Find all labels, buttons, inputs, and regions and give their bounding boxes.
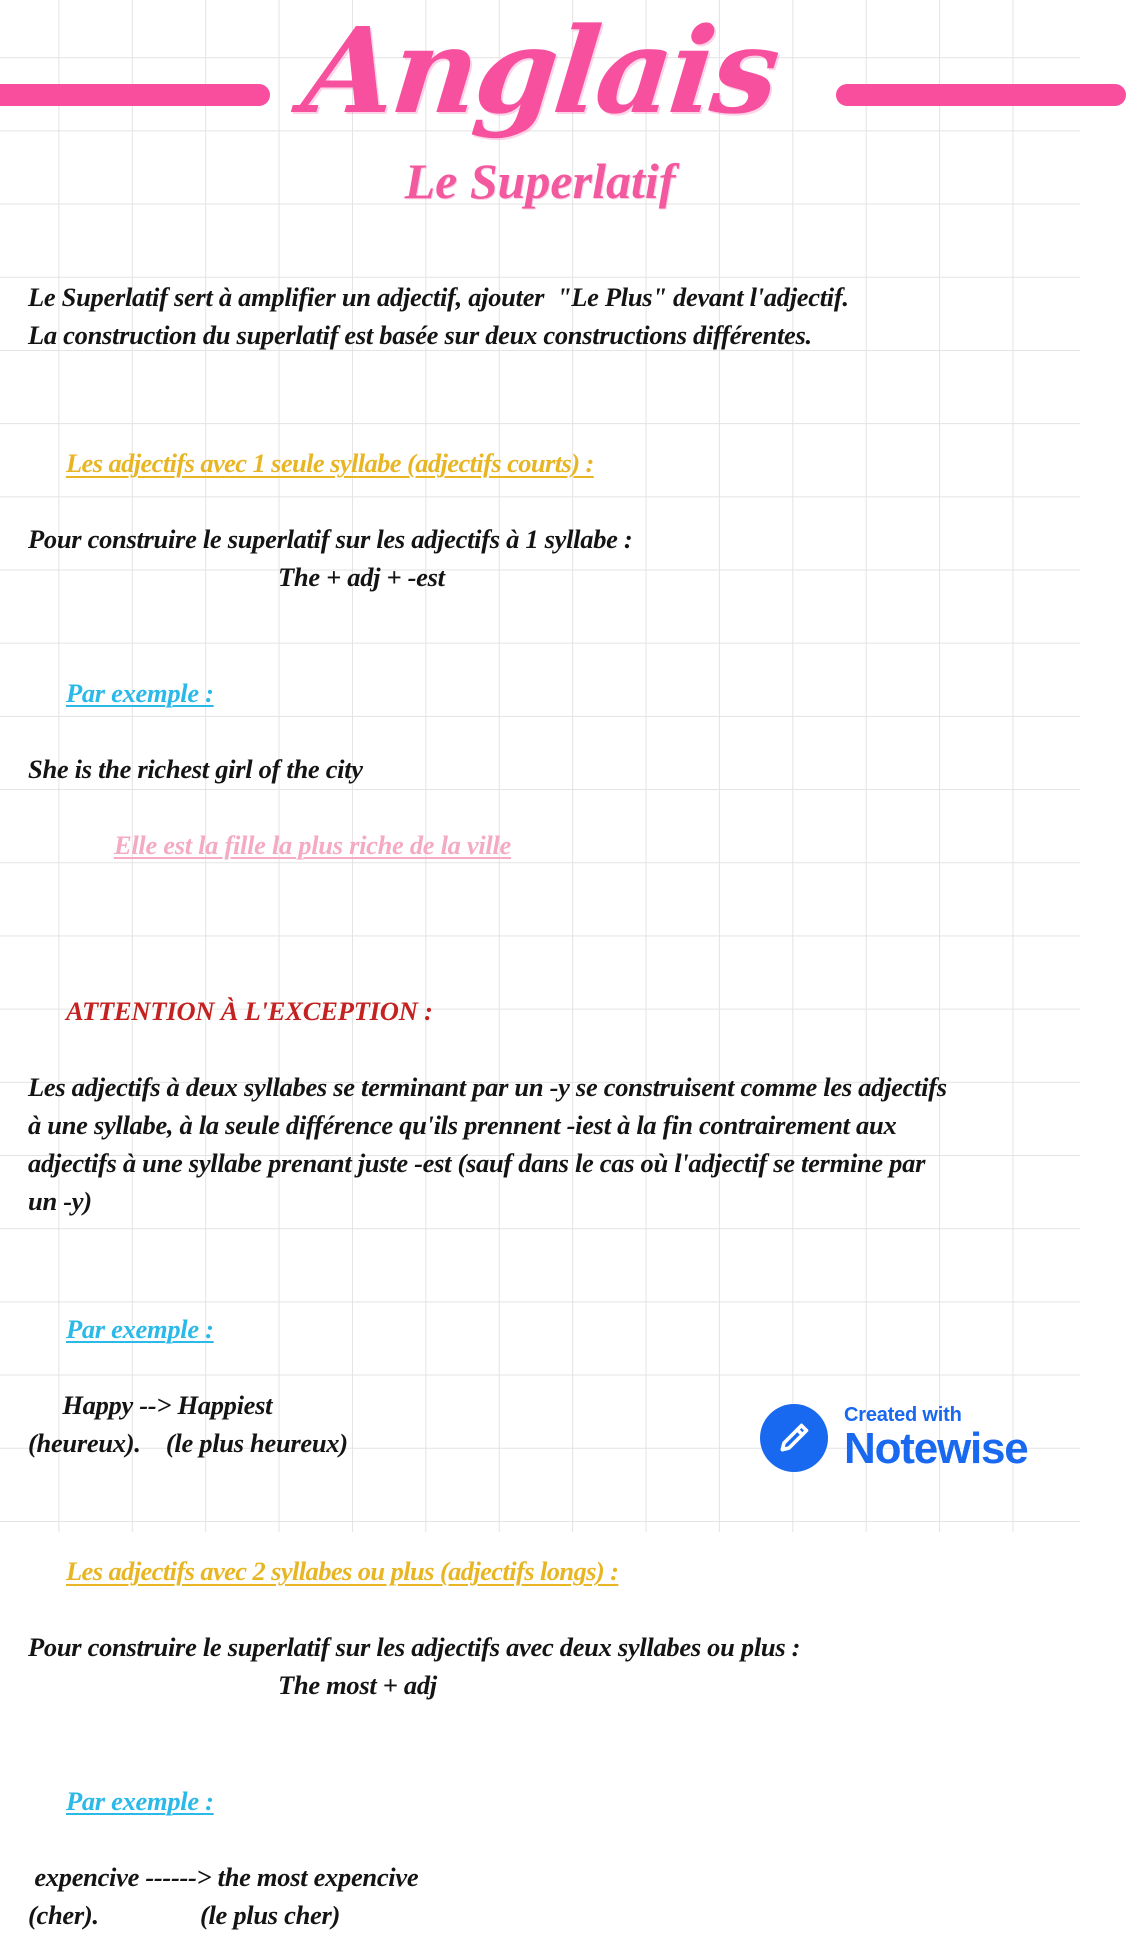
- example-label-2: Par exemple :: [65, 1314, 214, 1344]
- spacer: [28, 1220, 1052, 1272]
- example-label-2-wrap: [28, 1272, 1052, 1386]
- exception-body-line-1: Les adjectifs à deux syllabes se terminant par un -y se construisent comme les adjectifs: [28, 1072, 947, 1102]
- notewise-created-with: Created with: [844, 1404, 962, 1426]
- note-body: [28, 278, 1052, 1934]
- exception-body-line-2: à une syllabe, à la seule différence qu'ils prennent -iest à la fin contrairement aux: [28, 1110, 897, 1140]
- example-1-english: She is the richest girl of the city: [28, 754, 363, 784]
- exception-heading-wrap: [28, 954, 1052, 1068]
- example-label-1: Par exemple :: [65, 678, 214, 708]
- notewise-brand: Notewise: [844, 1424, 1028, 1473]
- spacer: [28, 354, 1052, 406]
- note-header: [0, 0, 1080, 240]
- intro-line-2: La construction du superlatif est basée sur deux constructions différentes.: [28, 320, 812, 350]
- exception-body-line-3: adjectifs à une syllabe prenant juste -est (sauf dans le cas où l'adjectif se termine par: [28, 1148, 926, 1178]
- notewise-text: [844, 1405, 1028, 1471]
- example-2-english: Happy --> Happiest: [56, 1390, 273, 1420]
- page-title: Anglais: [297, 1, 784, 140]
- example-label-3: Par exemple :: [65, 1786, 214, 1816]
- section-short-rule: Pour construire le superlatif sur les adjectifs à 1 syllabe :: [28, 524, 633, 554]
- spacer: [28, 596, 1052, 636]
- intro-line-1: Le Superlatif sert à amplifier un adjectif, ajouter "Le Plus" devant l'adjectif.: [28, 282, 849, 312]
- section-long-heading: Les adjectifs avec 2 syllabes ou plus (adjectifs longs) :: [65, 1556, 619, 1586]
- example-1-french: Elle est la fille la plus riche de la ville: [113, 830, 512, 860]
- exception-body-line-4: un -y): [28, 1186, 92, 1216]
- page-subtitle: Le Superlatif: [404, 153, 676, 209]
- example-label-1-wrap: [28, 636, 1052, 750]
- pencil-icon: [760, 1404, 828, 1472]
- section-long-formula: The most + adj: [278, 1670, 437, 1700]
- example-1-french-wrap: [28, 788, 1052, 902]
- section-short-formula: The + adj + -est: [278, 562, 445, 592]
- spacer: [28, 1704, 1052, 1744]
- section-short-heading: Les adjectifs avec 1 seule syllabe (adjectifs courts) :: [65, 448, 594, 478]
- example-3-french: (cher). (le plus cher): [28, 1900, 341, 1930]
- example-label-3-wrap: [28, 1744, 1052, 1858]
- section-long-rule: Pour construire le superlatif sur les adjectifs avec deux syllabes ou plus :: [28, 1632, 801, 1662]
- exception-heading: ATTENTION À L'EXCEPTION :: [65, 996, 433, 1026]
- example-2-french: (heureux). (le plus heureux): [28, 1428, 348, 1458]
- example-3-english: expencive ------> the most expencive: [28, 1862, 419, 1892]
- section-short-heading-wrap: [28, 406, 1052, 520]
- section-long-heading-wrap: [28, 1514, 1052, 1628]
- notewise-badge: [760, 1404, 1028, 1472]
- spacer: [28, 902, 1052, 954]
